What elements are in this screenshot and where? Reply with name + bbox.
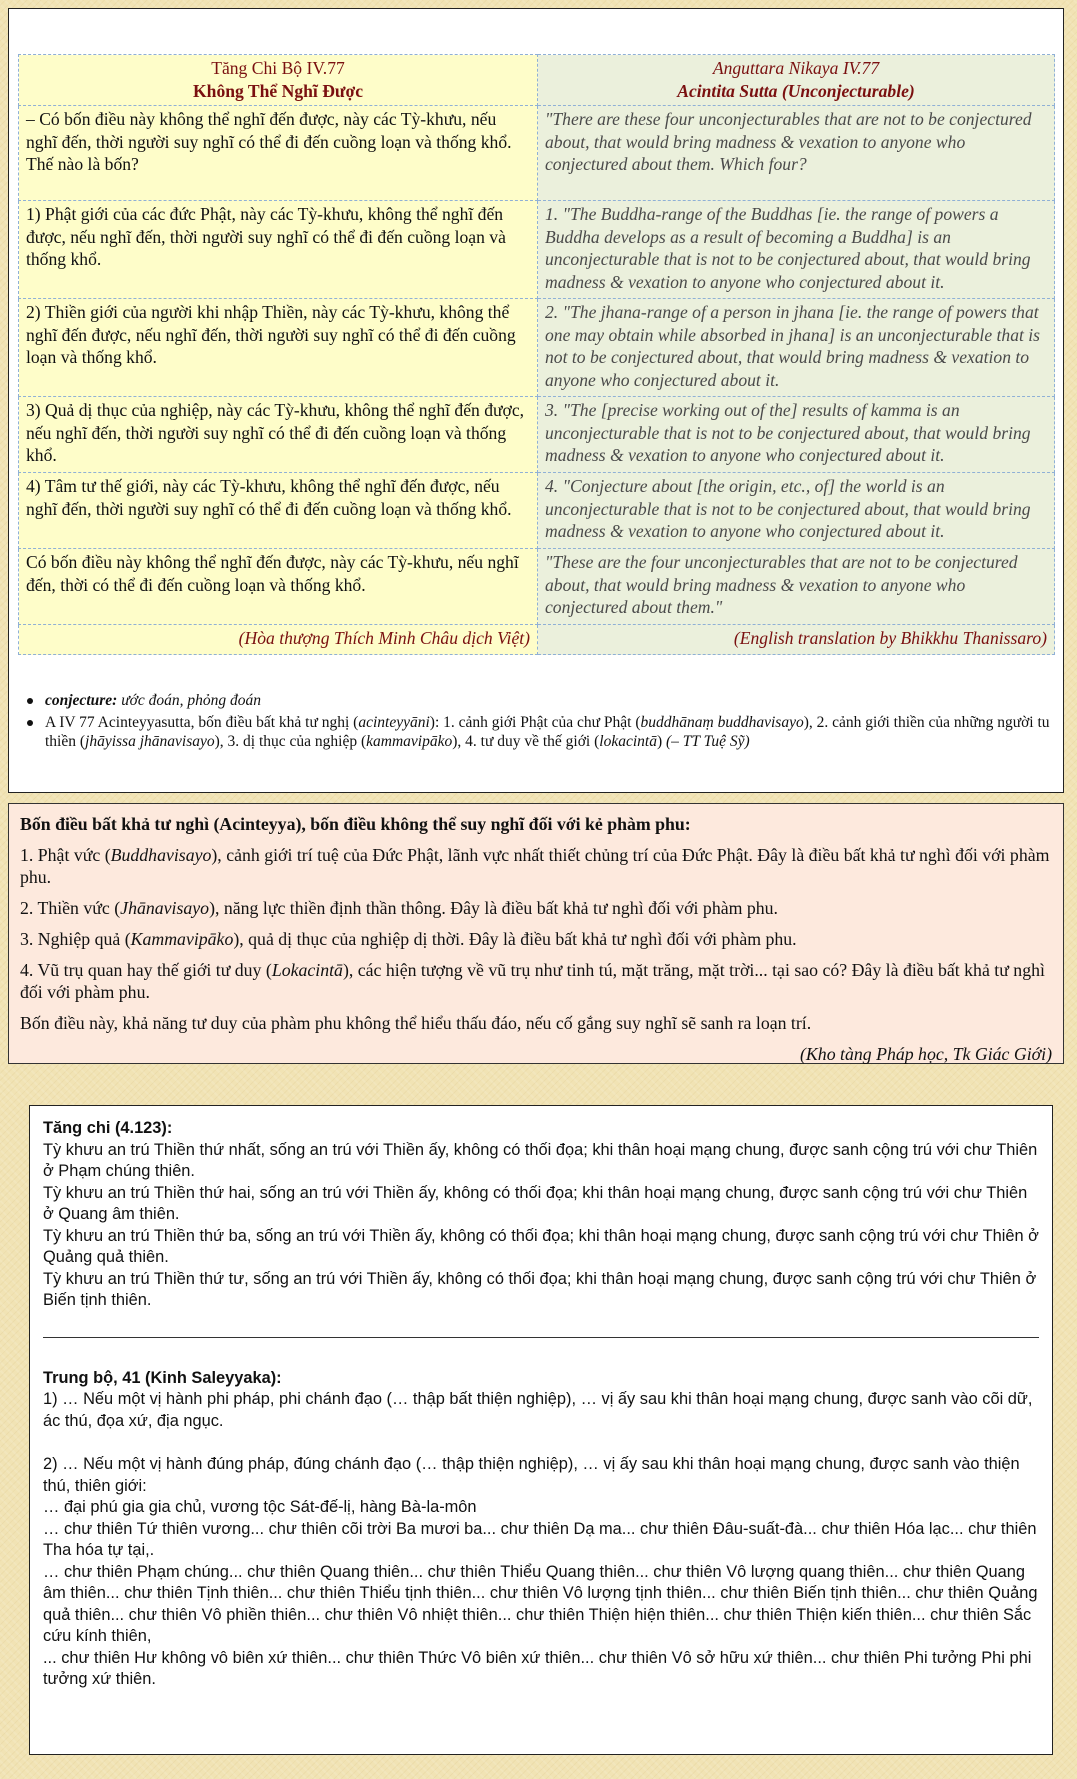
credit-vietnamese: (Hòa thượng Thích Minh Châu dịch Việt) <box>19 625 538 655</box>
note-term: conjecture: <box>45 692 118 709</box>
pali-term: Buddhavisayo <box>110 845 212 865</box>
row-en-cell: "There are these four unconjecturables that are not to be conjectured about, that would bring madness & vexation to anyone who conjectured about them. Which four? <box>538 106 1055 201</box>
bullet-icon <box>27 720 33 726</box>
table-row <box>19 473 1055 549</box>
acinteyya-item <box>20 928 1052 950</box>
footnote-acinteyyasutta <box>23 713 1053 751</box>
bullet-icon <box>27 698 33 704</box>
tang-chi-line: Tỳ khưu an trú Thiền thứ ba, sống an trú với Thiền ấy, không có thối đọa; khi thân hoại mạng chung, được sanh cộng trú với chư Thiên ở Quảng quả thiên. <box>43 1226 1039 1266</box>
tang-chi-line: Tỳ khưu an trú Thiền thứ hai, sống an trú với Thiền ấy, không có thối đọa; khi thân hoại mạng chung, được sanh cộng trú với chư Thiên ở Quang âm thiên. <box>43 1183 1028 1223</box>
header-vi-line1: Tăng Chi Bộ IV.77 <box>211 58 345 78</box>
item-text: 1. Phật vức ( <box>20 845 111 865</box>
table-row <box>19 549 1055 625</box>
note-text: ) <box>656 733 666 750</box>
row-en-cell: 2. "The jhana-range of a person in jhana [ie. the range of powers that one may obtain while absorbed in jhana] is an unconjecturable that is not to be conjectured about, that would bring madness & vexation to anyone who conjectured about it. <box>538 299 1055 397</box>
note-source: (– TT Tuệ Sỹ) <box>666 733 750 750</box>
item-text: 2. Thiền vức ( <box>20 898 121 918</box>
footnote-conjecture <box>23 691 1053 710</box>
note-text: ): 1. cảnh giới Phật của chư Phật ( <box>429 714 641 731</box>
table-row <box>19 397 1055 473</box>
spacer <box>43 1432 1039 1454</box>
header-english <box>538 55 1055 106</box>
credit-english: (English translation by Bhikkhu Thanissaro) <box>538 625 1055 655</box>
row-vi-cell: Có bốn điều này không thể nghĩ đến được, này các Tỳ-khưu, nếu nghĩ đến, thời có thể đi đến cuồng loạn và thống khổ. <box>19 549 538 625</box>
pali-term: Lokacintā <box>271 960 343 980</box>
sutta-panel <box>8 8 1064 793</box>
acinteyya-item <box>20 959 1052 1003</box>
note-definition: ước đoán, phỏng đoán <box>117 692 262 709</box>
row-vi-cell: 4) Tâm tư thế giới, này các Tỳ-khưu, không thể nghĩ đến được, nếu nghĩ đến, thời người suy nghĩ có thể đi đến cuồng loạn và thống khổ. <box>19 473 538 549</box>
trung-bo-heading: Trung bộ, 41 (Kinh Saleyyaka): <box>43 1368 282 1387</box>
table-row <box>19 299 1055 397</box>
item-text: ), cảnh giới trí tuệ của Đức Phật, lãnh vực nhất thiết chủng trí của Đức Phật. Đây là điều bất khả tư nghì đối với phàm phu. <box>20 845 1050 887</box>
table-header-row <box>19 55 1055 106</box>
row-vi-cell: 3) Quả dị thục của nghiệp, này các Tỳ-khưu, không thể nghĩ đến được, nếu nghĩ đến, thời người suy nghĩ có thể đi đến cuồng loạn và thống khổ. <box>19 397 538 473</box>
row-en-cell: 3. "The [precise working out of the] results of kamma is an unconjecturable that is not to be conjectured about, that would bring madness & vexation to anyone who conjectured about it. <box>538 397 1055 473</box>
item-text: ), các hiện tượng về vũ trụ như tinh tú, mặt trăng, mặt trời... tại sao có? Đây là điều bất khả tư nghì đối với phàm phu. <box>20 960 1045 1002</box>
table-row <box>19 106 1055 201</box>
trung-bo-line: 1) … Nếu một vị hành phi pháp, phi chánh đạo (… thập bất thiện nghiệp), … vị ấy sau khi thân hoại mạng chung, được sanh vào cõi dữ, ác thú, đọa xứ, địa ngục. <box>43 1390 1033 1430</box>
quotes-panel <box>29 1105 1053 1755</box>
credits-row <box>19 625 1055 655</box>
pali-term: jhāyissa jhānavisayo <box>85 733 215 750</box>
pali-term: acinteyyāni <box>358 714 430 731</box>
item-text: ), quả dị thục của nghiệp dị thời. Đây là điều bất khả tư nghì đối với phàm phu. <box>233 929 797 949</box>
table-row <box>19 201 1055 299</box>
header-vi-title: Không Thể Nghĩ Được <box>192 80 364 101</box>
row-en-cell: 1. "The Buddha-range of the Buddhas [ie. the range of powers a Buddha develops as a result of becoming a Buddha] is an unconjecturable that is not to be conjectured about, that would bring madness & vexation to anyone who conjectured about it. <box>538 201 1055 299</box>
note-text: ), 4. tư duy về thế giới ( <box>452 733 600 750</box>
tang-chi-line: Tỳ khưu an trú Thiền thứ nhất, sống an trú với Thiền ấy, không có thối đọa; khi thân hoại mạng chung, được sanh cộng trú với chư Thiên ở Phạm chúng thiên. <box>43 1140 1038 1180</box>
tang-chi-heading: Tăng chi (4.123): <box>43 1119 173 1137</box>
trung-bo-line: 2) … Nếu một vị hành đúng pháp, đúng chánh đạo (… thập thiện nghiệp), … vị ấy sau khi thân hoại mạng chung, được sanh vào thiện thú, thiên giới: <box>43 1455 1020 1495</box>
section-divider <box>43 1337 1039 1338</box>
row-vi-cell: 1) Phật giới của các đức Phật, này các Tỳ-khưu, không thể nghĩ đến được, nếu nghĩ đến, thời người suy nghĩ có thể đi đến cuồng loạn và thống khổ. <box>19 201 538 299</box>
trung-bo-line: … chư thiên Phạm chúng... chư thiên Quang thiên... chư thiên Thiểu Quang thiên... chư thiên Vô lượng quang thiên... chư thiên Quang âm thiên... chư thiên Tịnh thiên... chư thiên Thiểu tịnh thiên... chư thiên Vô lượng tịnh thiên... chư thiên Biến tịnh thiên... chư thiên Quảng quả thiên... chư thiên Vô phiền thiên... chư thiên Vô nhiệt thiên... chư thiên Thiện hiện thiên... chư thiên Thiện kiến thiên... chư thiên Sắc cứu kính thiên, <box>43 1562 1038 1645</box>
pali-term: kammavipāko <box>366 733 453 750</box>
row-en-cell: 4. "Conjecture about [the origin, etc., of] the world is an unconjecturable that is not to be conjectured about, that would bring madness & vexation to anyone who conjectured about it. <box>538 473 1055 549</box>
bilingual-sutta-table <box>18 54 1055 655</box>
item-text: 4. Vũ trụ quan hay thế giới tư duy ( <box>20 960 272 980</box>
acinteyya-item <box>20 844 1052 888</box>
row-vi-cell: 2) Thiền giới của người khi nhập Thiền, này các Tỳ-khưu, không thể nghĩ đến được, nếu nghĩ đến, thời người suy nghĩ có thể đi đến cuồng loạn và thống khổ. <box>19 299 538 397</box>
acinteyya-item <box>20 897 1052 919</box>
note-text: ), 2. cảnh giới thiền của những người tu thiền ( <box>45 714 1050 750</box>
trung-bo-line: ... chư thiên Hư không vô biên xứ thiên... chư thiên Thức Vô biên xứ thiên... chư thiên Vô sở hữu xứ thiên... chư thiên Phi tưởng Phi phi tưởng xứ thiên. <box>43 1648 1032 1688</box>
acinteyya-source: (Kho tàng Pháp học, Tk Giác Giới) <box>800 1044 1052 1064</box>
note-text: ), 3. dị thục của nghiệp ( <box>214 733 367 750</box>
trung-bo-line: … đại phú gia gia chủ, vương tộc Sát-đế-lị, hàng Bà-la-môn <box>43 1498 477 1516</box>
note-text: A IV 77 Acinteyyasutta, bốn điều bất khả tư nghị ( <box>45 714 359 731</box>
pali-term: Kammavipāko <box>130 929 234 949</box>
row-vi-cell: – Có bốn điều này không thể nghĩ đến được, này các Tỳ-khưu, nếu nghĩ đến, thời người suy nghĩ có thể đi đến cuồng loạn và thống khổ. Thế nào là bốn? <box>19 106 538 201</box>
footnotes-list <box>23 691 1053 754</box>
pali-term: Jhānavisayo <box>120 898 210 918</box>
pali-term: buddhānaṃ buddhavisayo <box>640 714 804 731</box>
pali-term: lokacintā <box>599 733 657 750</box>
acinteyya-summary: Bốn điều này, khả năng tư duy của phàm phu không thể hiểu thấu đáo, nếu cố gắng suy nghĩ sẽ sanh ra loạn trí. <box>20 1013 812 1033</box>
header-en-title: Acintita Sutta (Unconjecturable) <box>677 80 915 101</box>
item-text: ), năng lực thiền định thần thông. Đây là điều bất khả tư nghì đối với phàm phu. <box>209 898 778 918</box>
acinteyya-title: Bốn điều bất khả tư nghì (Acinteyya), bốn điều không thể suy nghĩ đối với kẻ phàm phu: <box>20 814 691 834</box>
tang-chi-line: Tỳ khưu an trú Thiền thứ tư, sống an trú với Thiền ấy, không có thối đọa; khi thân hoại mạng chung, được sanh cộng trú với chư Thiên ở Biến tịnh thiên. <box>43 1269 1037 1309</box>
acinteyya-panel <box>8 803 1064 1064</box>
row-en-cell: "These are the four unconjecturables that are not to be conjectured about, that would bring madness & vexation to anyone who conjectured about them." <box>538 549 1055 625</box>
item-text: 3. Nghiệp quả ( <box>20 929 131 949</box>
header-vietnamese <box>19 55 538 106</box>
header-en-line1: Anguttara Nikaya IV.77 <box>712 58 880 78</box>
trung-bo-line: … chư thiên Tứ thiên vương... chư thiên cõi trời Ba mươi ba... chư thiên Dạ ma... chư thiên Đâu-suất-đà... chư thiên Hóa lạc... chư thiên Tha hóa tự tại,. <box>43 1519 1037 1559</box>
